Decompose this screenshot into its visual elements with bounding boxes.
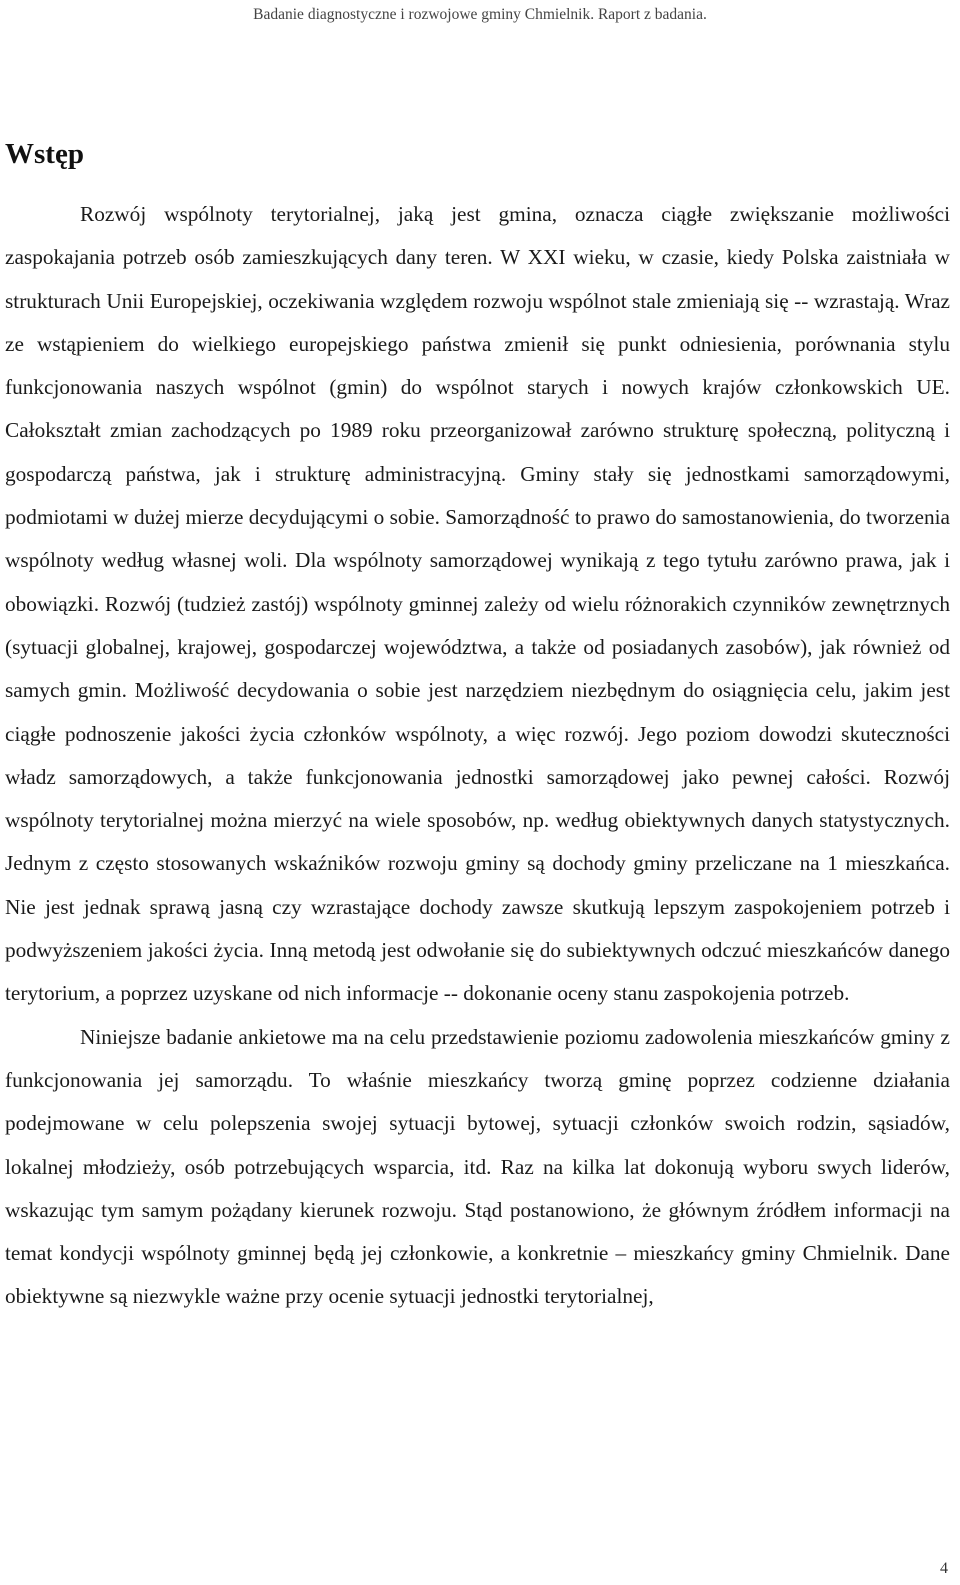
body-text [5,193,950,1319]
section-title: Wstęp [5,138,84,170]
page-number: 4 [940,1560,948,1577]
paragraph-2: Niniejsze badanie ankietowe ma na celu przedstawienie poziomu zadowolenia mieszkańców gminy z funkcjonowania jej samorządu. To właśnie mieszkańcy tworzą gminę poprzez codzienne działania podejmowane w celu polepszenia swojej sytuacji bytowej, sytuacji członków swoich rodzin, sąsiadów, lokalnej młodzieży, osób potrzebujących wsparcia, itd. Raz na kilka lat dokonują wyboru swych liderów, wskazując tym samym pożądany kierunek rozwoju. Stąd postanowiono, że głównym źródłem informacji na temat kondycji wspólnoty gminnej będą jej członkowie, a konkretnie – mieszkańcy gminy Chmielnik. Dane obiektywne są niezwykle ważne przy ocenie sytuacji jednostki terytorialnej, [5,1024,950,1309]
running-header: Badanie diagnostyczne i rozwojowe gminy Chmielnik. Raport z badania. [253,6,707,23]
paragraph-1: Rozwój wspólnoty terytorialnej, jaką jest gmina, oznacza ciągłe zwiększanie możliwości zaspokajania potrzeb osób zamieszkujących dany teren. W XXI wieku, w czasie, kiedy Polska zaistniała w strukturach Unii Europejskiej, oczekiwania względem rozwoju wspólnot stale zmieniają się -- wzrastają. Wraz ze wstąpieniem do wielkiego europejskiego państwa zmienił się punkt odniesienia, porównania stylu funkcjonowania naszych wspólnot (gmin) do wspólnot starych i nowych krajów członkowskich UE. Całokształt zmian zachodzących po 1989 roku przeorganizował zarówno strukturę społeczną, polityczną i gospodarczą państwa, jak i strukturę administracyjną. Gminy stały się jednostkami samorządowymi, podmiotami w dużej mierze decydującymi o sobie. Samorządność to prawo do samostanowienia, do tworzenia wspólnoty według własnej woli. Dla wspólnoty samorządowej wynikają z tego tytułu zarówno prawa, jak i obowiązki. Rozwój (tudzież zastój) wspólnoty gminnej zależy od wielu różnorakich czynników zewnętrznych (sytuacji globalnej, krajowej, gospodarczej województwa, a także od posiadanych zasobów), jak również od samych gmin. Możliwość decydowania o sobie jest narzędziem niezbędnym do osiągnięcia celu, jakim jest ciągłe podnoszenie jakości życia członków wspólnoty, a więc rozwój. Jego poziom dowodzi skuteczności władz samorządowych, a także funkcjonowania jednostki samorządowej jako pewnej całości. Rozwój wspólnoty terytorialnej można mierzyć na wiele sposobów, np. według obiektywnych danych statystycznych. Jednym z często stosowanych wskaźników rozwoju gminy są dochody gminy przeliczane na 1 mieszkańca. Nie jest jednak sprawą jasną czy wzrastające dochody zawsze skutkują lepszym zaspokojeniem potrzeb i podwyższeniem jakości życia. Inną metodą jest odwołanie się do subiektywnych odczuć mieszkańców danego terytorium, a poprzez uzyskane od nich informacje -- dokonanie oceny stanu zaspokojenia potrzeb. [5,202,950,1006]
